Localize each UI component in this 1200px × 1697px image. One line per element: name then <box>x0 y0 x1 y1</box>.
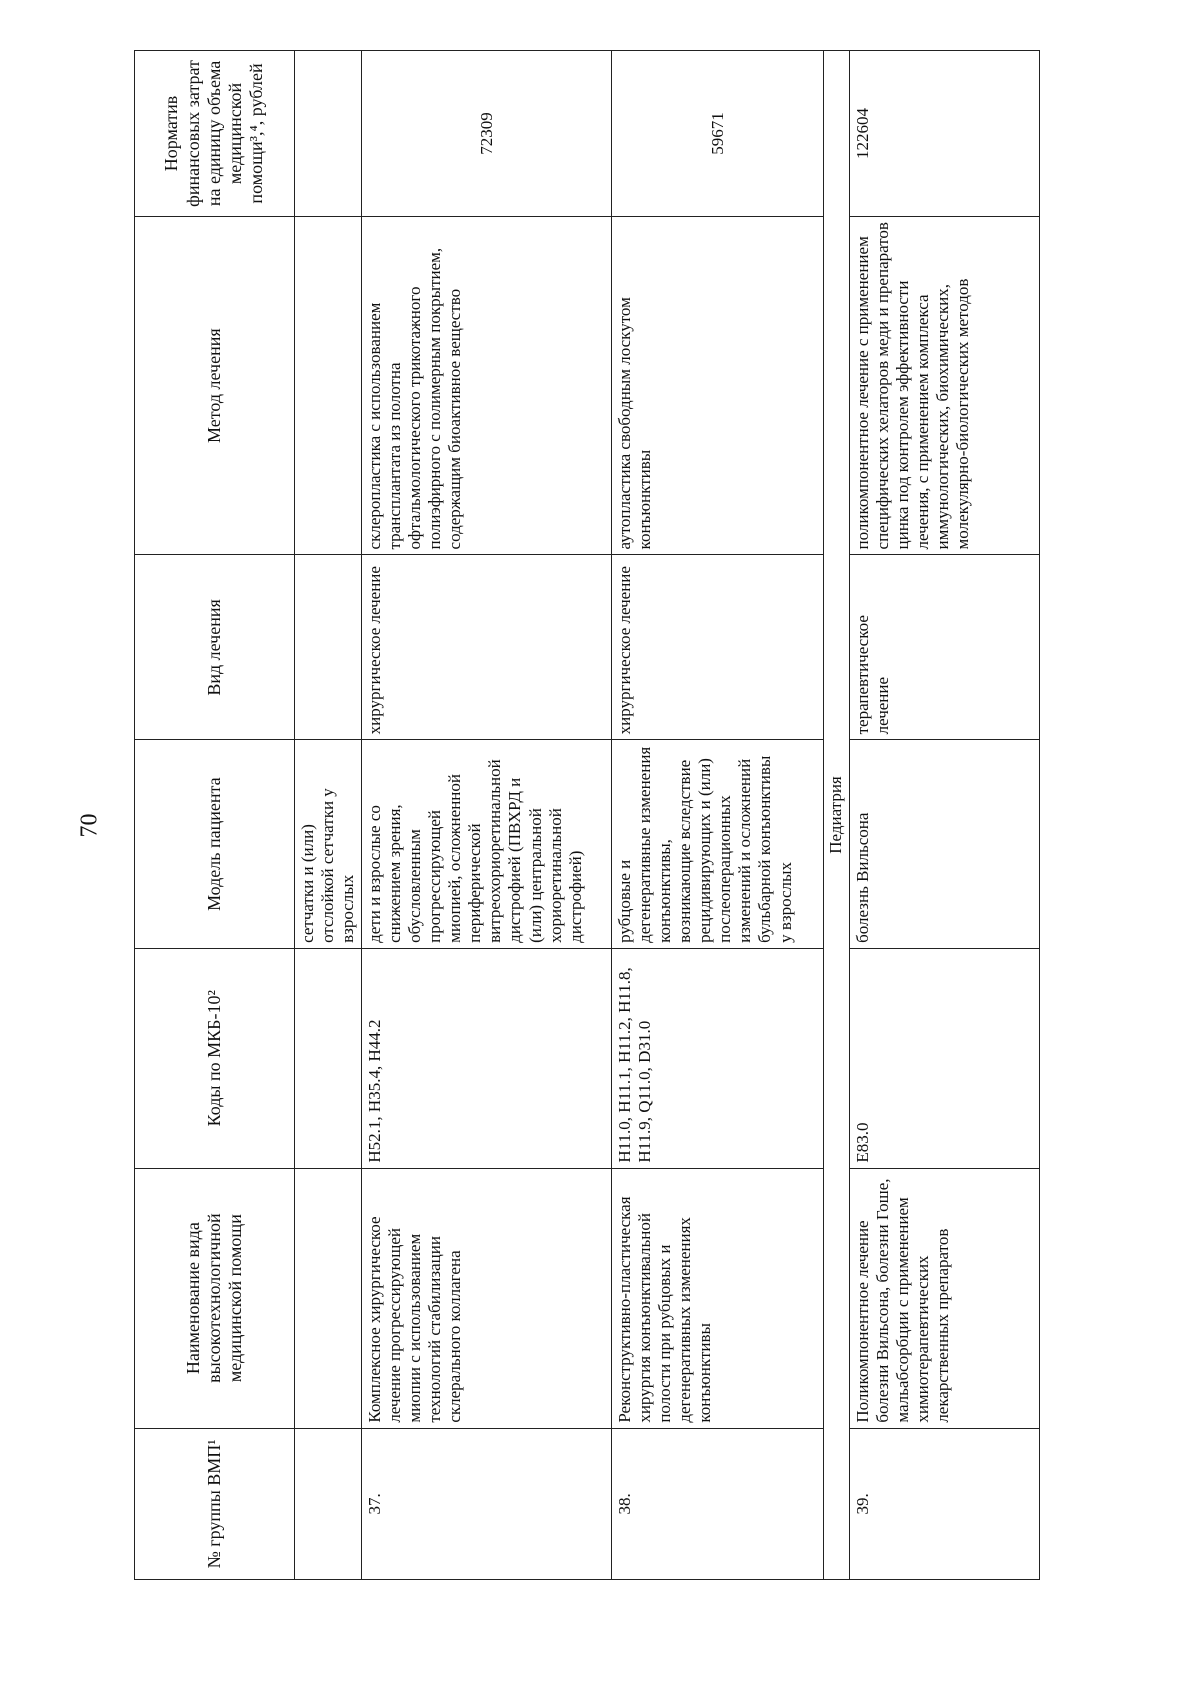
row-patient-model: рубцовые и дегенеративные изменения конъюнктивы, возникающие вследствие рецидивирующих и (или) послеоперационных изменений и осложнений бульбарной конъюнктивы у взрослых <box>612 740 824 949</box>
continuation-row <box>295 51 362 1580</box>
row-name: Реконструктивно-пластическая хирургия конъюнктивальной полости при рубцовых и дегенеративных изменениях конъюнктивы <box>612 1168 824 1428</box>
header-codes: Коды по МКБ-10² <box>135 948 295 1168</box>
row-codes: H52.1, H35.4, H44.2 <box>362 948 612 1168</box>
vmp-table <box>134 50 1040 1580</box>
row-name: Поликомпонентное лечение болезни Вильсона, болезни Гоше, мальабсорбции с применением химиотерапевтических лекарственных препаратов <box>850 1168 1040 1428</box>
row-codes: E83.0 <box>850 948 1040 1168</box>
rotated-table-container <box>134 50 1074 1580</box>
header-treatment-method: Метод лечения <box>135 216 295 555</box>
row-norm: 72309 <box>362 51 612 217</box>
row-name: Комплексное хирургическое лечение прогрессирующей миопии с использованием технологий стабилизации склерального коллагена <box>362 1168 612 1428</box>
header-norm: Норматив финансовых затрат на единицу объема медицинской помощи³,⁴, рублей <box>135 51 295 217</box>
row-patient-model: дети и взрослые со снижением зрения, обусловленным прогрессирующей миопией, осложненной периферической витреохориоретинальной дистрофией (ПВХРД и (или) центральной хориоретинальной дистрофией) <box>362 740 612 949</box>
row-num: 37. <box>362 1428 612 1579</box>
row-codes: H11.0, H11.1, H11.2, H11.8, H11.9, Q11.0, D31.0 <box>612 948 824 1168</box>
row-treatment-method: аутопластика свободным лоскутом конъюнктивы <box>612 216 824 555</box>
row-treatment-method: поликомпонентное лечение с применением специфических хелаторов меди и препаратов цинка под контролем эффективности лечения, с применением комплекса иммунологических, биохимических, молекулярно-биологических методов <box>850 216 1040 555</box>
row-num: 39. <box>850 1428 1040 1579</box>
header-name: Наименование вида высокотехнологичной медицинской помощи <box>135 1168 295 1428</box>
header-patient-model: Модель пациента <box>135 740 295 949</box>
header-row <box>135 51 295 1580</box>
section-title: Педиатрия <box>824 51 850 1580</box>
row-norm: 122604 <box>850 51 1040 217</box>
header-group-no: № группы ВМП¹ <box>135 1428 295 1579</box>
row-treatment-method: склеропластика с использованием трансплантата из полотна офтальмологического трикотажного полиэфирного с полимерным покрытием, содержащим биоактивное вещество <box>362 216 612 555</box>
row-treatment-type: терапевтическое лечение <box>850 555 1040 740</box>
continuation-patient-model: сетчатки и (или) отслойкой сетчатки у взрослых <box>295 740 362 949</box>
row-norm: 59671 <box>612 51 824 217</box>
page-number: 70 <box>76 813 103 838</box>
row-treatment-type: хирургическое лечение <box>612 555 824 740</box>
table-row <box>362 51 612 1580</box>
section-row <box>824 51 850 1580</box>
row-num: 38. <box>612 1428 824 1579</box>
table-row <box>612 51 824 1580</box>
header-treatment-type: Вид лечения <box>135 555 295 740</box>
row-patient-model: болезнь Вильсона <box>850 740 1040 949</box>
table-row <box>850 51 1040 1580</box>
row-treatment-type: хирургическое лечение <box>362 555 612 740</box>
